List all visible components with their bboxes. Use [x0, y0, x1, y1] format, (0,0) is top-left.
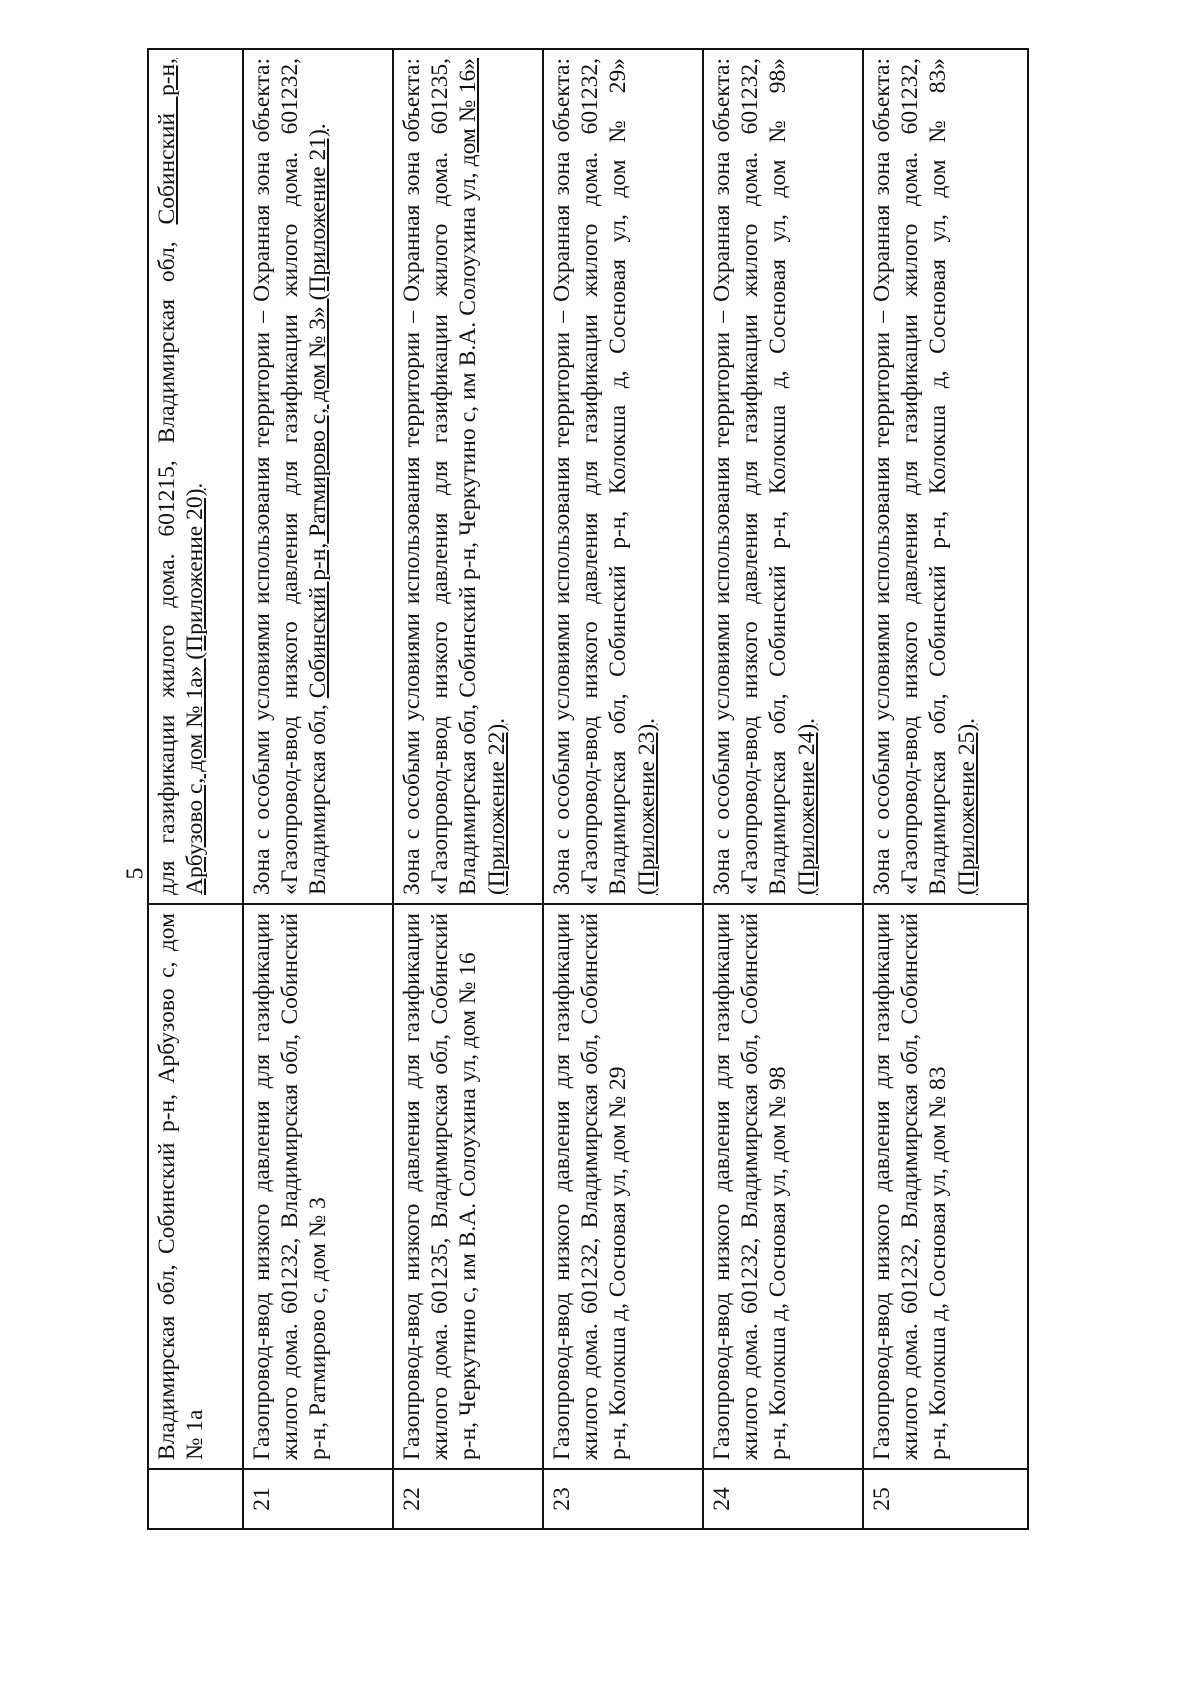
object-cell: Газопровод-ввод низкого давления для газификации жилого дома. 601232, Владимирская обл, Собинский р-н, Колокша д, Сосновая ул, дом № 83	[863, 904, 1028, 1469]
description-text: Зона с особыми условиями использования территории – Охранная зона объекта: «Газопровод-ввод низкого давления для газификации жилого дома. 601232, Владимирская обл, Собинский р-н, Колокша д, Сосновая ул, дом № 83»	[869, 58, 952, 895]
appendix-reference: (Приложение 23)	[633, 723, 660, 895]
row-number: 25	[863, 1469, 1028, 1529]
description-cell	[703, 49, 863, 904]
row-number	[148, 1469, 243, 1529]
description-text: Зона с особыми условиями использования территории – Охранная зона объекта: «Газопровод-ввод низкого давления для газификации жилого дома. 601232, Владимирская обл, Собинский р-н, Колокша д, Сосновая ул, дом № 29»	[549, 58, 632, 895]
description-text: Зона с особыми условиями использования территории – Охранная зона объекта: «Газопровод-ввод низкого давления для газификации жилого дома. 601235, Владимирская обл, Собинский р-н, Черкутино с, им В.А. Солоухина ул,	[399, 58, 482, 895]
row-number: 22	[393, 1469, 543, 1529]
table-row	[543, 49, 703, 1529]
table-row	[863, 49, 1028, 1529]
object-cell: Газопровод-ввод низкого давления для газификации жилого дома. 601232, Владимирская обл, Собинский р-н, Ратмирово с, дом № 3	[243, 904, 393, 1469]
description-tail: .	[633, 717, 660, 724]
description-cell	[243, 49, 393, 904]
row-number: 21	[243, 1469, 393, 1529]
zones-table	[147, 48, 1029, 1530]
description-cell	[148, 49, 243, 904]
description-tail: .	[182, 482, 209, 489]
description-text: Зона с особыми условиями использования территории – Охранная зона объекта: «Газопровод-ввод низкого давления для газификации жилого дома. 601232, Владимирская обл,	[249, 58, 332, 895]
table-row	[243, 49, 393, 1529]
table-row	[703, 49, 863, 1529]
row-number: 24	[703, 1469, 863, 1529]
table-row	[393, 49, 543, 1529]
row-number: 23	[543, 1469, 703, 1529]
description-text: для газификации жилого дома. 601215, Владимирская обл,	[154, 241, 180, 895]
page-number: 5	[122, 867, 149, 880]
rotated-table-wrapper	[147, 50, 1027, 1530]
object-cell: Владимирская обл, Собинский р-н, Арбузово с, дом № 1а	[148, 904, 243, 1469]
object-cell: Газопровод-ввод низкого давления для газификации жилого дома. 601232, Владимирская обл, Собинский р-н, Колокша д, Сосновая ул, дом № 29	[543, 904, 703, 1469]
description-tail: .	[305, 123, 332, 130]
appendix-reference: Собинский р-н, Арбузово с, дом № 1а» (Приложение 20)	[154, 58, 209, 895]
description-cell	[863, 49, 1028, 904]
description-tail: .	[483, 717, 510, 724]
appendix-reference: Собинский р-н, Ратмирово с, дом № 3» (Приложение 21)	[305, 129, 332, 699]
appendix-reference: (Приложение 25)	[953, 723, 980, 895]
description-tail: .	[793, 717, 820, 724]
description-cell	[543, 49, 703, 904]
appendix-reference: (Приложение 24)	[793, 723, 820, 895]
description-tail: .	[953, 717, 980, 724]
object-cell: Газопровод-ввод низкого давления для газификации жилого дома. 601235, Владимирская обл, Собинский р-н, Черкутино с, им В.А. Солоухина ул, дом № 16	[393, 904, 543, 1469]
description-text: Зона с особыми условиями использования территории – Охранная зона объекта: «Газопровод-ввод низкого давления для газификации жилого дома. 601232, Владимирская обл, Собинский р-н, Колокша д, Сосновая ул, дом № 98»	[709, 58, 792, 895]
table-row	[148, 49, 243, 1529]
object-cell: Газопровод-ввод низкого давления для газификации жилого дома. 601232, Владимирская обл, Собинский р-н, Колокша д, Сосновая ул, дом № 98	[703, 904, 863, 1469]
description-cell	[393, 49, 543, 904]
appendix-reference: дом № 16» (Приложение 22)	[455, 58, 510, 895]
